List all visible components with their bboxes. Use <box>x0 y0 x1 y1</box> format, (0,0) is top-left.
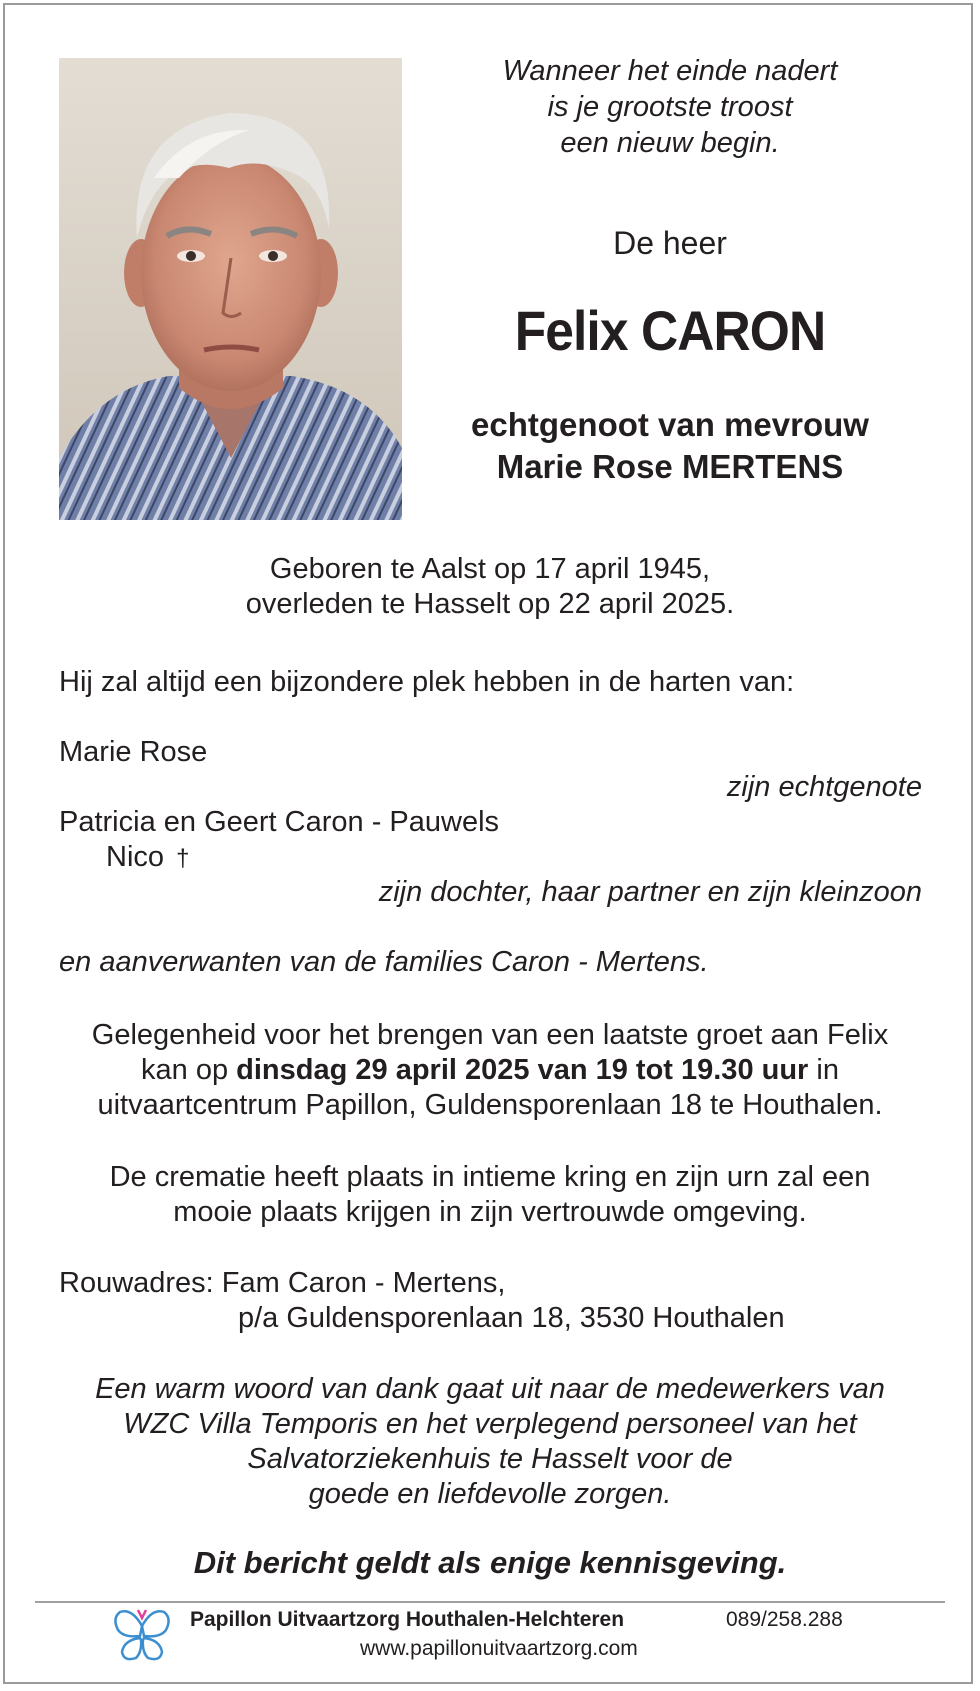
farewell-prefix: kan op <box>141 1054 237 1086</box>
footer-divider <box>35 1601 945 1603</box>
cremation-line-2: mooie plaats krijgen in zijn vertrouwde omgeving. <box>173 1196 807 1228</box>
family-child-role: zijn dochter, haar partner en zijn kleinzoon <box>378 876 922 908</box>
footer-phone: 089/258.288 <box>726 1608 843 1631</box>
spouse-line-1: echtgenoot van mevrouw <box>471 406 869 443</box>
verse <box>440 53 900 161</box>
birth-line: Geboren te Aalst op 17 april 1945, <box>269 553 711 585</box>
dates <box>60 552 920 622</box>
farewell <box>40 1018 940 1123</box>
butterfly-icon <box>112 1604 172 1666</box>
thanks-line-4: goede en liefdevolle zorgen. <box>308 1478 672 1510</box>
verse-line-3: een nieuw begin. <box>560 127 780 159</box>
address-line-1: Rouwadres: Fam Caron - Mertens, <box>59 1267 506 1299</box>
portrait-photo <box>59 58 402 520</box>
spouse-line-2: Marie Rose MERTENS <box>496 448 844 485</box>
farewell-line-2 <box>40 1053 940 1088</box>
cross-icon: † <box>176 845 190 872</box>
family-spouse-name: Marie Rose <box>59 736 208 768</box>
salutation: De heer <box>613 225 727 261</box>
deceased-name: Felix CARON <box>514 299 826 362</box>
family-spouse-role: zijn echtgenote <box>726 771 922 803</box>
farewell-line-3: uitvaartcentrum Papillon, Guldensporenlaan 18 te Houthalen. <box>97 1089 883 1121</box>
address-line-2: p/a Guldensporenlaan 18, 3530 Houthalen <box>238 1302 785 1334</box>
family-relatives: en aanverwanten van de families Caron - Mertens. <box>59 946 709 978</box>
thanks <box>40 1372 940 1512</box>
footer-company: Papillon Uitvaartzorg Houthalen-Helchteren <box>190 1608 625 1631</box>
verse-line-2: is je grootste troost <box>547 91 793 123</box>
family-grandchild <box>106 840 189 876</box>
farewell-line-1: Gelegenheid voor het brengen van een laatste groet aan Felix <box>91 1019 889 1051</box>
death-line: overleden te Hasselt op 22 april 2025. <box>245 588 735 620</box>
cremation <box>40 1160 940 1230</box>
spouse-info <box>400 404 940 488</box>
footer-website[interactable]: www.papillonuitvaartzorg.com <box>360 1637 638 1660</box>
notice: Dit bericht geldt als enige kennisgeving. <box>193 1545 787 1580</box>
cremation-line-1: De crematie heeft plaats in intieme kring en zijn urn zal een <box>109 1161 871 1193</box>
farewell-datetime: dinsdag 29 april 2025 van 19 tot 19.30 uur <box>236 1054 809 1086</box>
thanks-line-1: Een warm woord van dank gaat uit naar de medewerkers van <box>95 1373 885 1405</box>
family-intro: Hij zal altijd een bijzondere plek hebben in de harten van: <box>59 666 795 698</box>
thanks-line-3: Salvatorziekenhuis te Hasselt voor de <box>247 1443 733 1475</box>
farewell-suffix: in <box>808 1054 839 1086</box>
thanks-line-2: WZC Villa Temporis en het verplegend personeel van het <box>123 1408 857 1440</box>
grandchild-name: Nico <box>106 841 165 873</box>
verse-line-1: Wanneer het einde nadert <box>502 55 838 87</box>
family-child-line: Patricia en Geert Caron - Pauwels <box>59 806 500 838</box>
